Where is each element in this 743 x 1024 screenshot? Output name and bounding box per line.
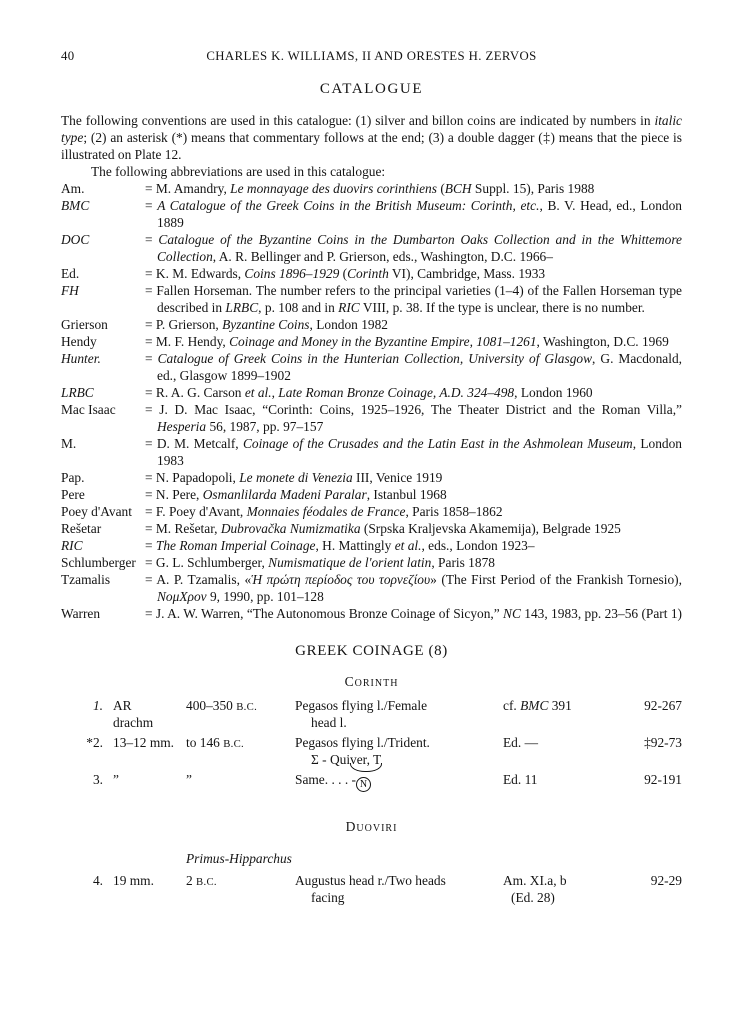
entry-description: Same. . . . - N [295, 771, 503, 792]
abbreviation-term: Poey d'Avant [61, 504, 132, 519]
section-title-greek-coinage: GREEK COINAGE (8) [295, 643, 448, 659]
duoviri-entries [61, 872, 682, 906]
entry-inventory: ‡92-73 [644, 735, 682, 750]
entry-size: 13–12 mm. [113, 735, 175, 750]
abbreviations-list [61, 180, 682, 622]
abbreviation-term: Mac Isaac [61, 402, 116, 417]
abbreviation-definition: = Fallen Horseman. The number refers to the principal varieties (1–4) of the Fallen Horseman type described in LRBC, p. 108 and in RIC VIII, p. 38. If the type is unclear, there is no number. [145, 283, 682, 315]
abbreviation-row [61, 435, 682, 469]
abbreviations-intro: The following abbreviations are used in this catalogue: [91, 164, 386, 179]
abbreviation-definition: = Catalogue of the Byzantine Coins in the Dumbarton Oaks Collection and in the Whittemore Collection, A. R. Bellinger and P. Grierson, eds., Washington, D.C. 1966– [145, 232, 682, 264]
abbreviation-definition: = F. Poey d'Avant, Monnaies féodales de France, Paris 1858–1862 [145, 504, 503, 519]
entry-date: to 146 B.C. [186, 735, 245, 750]
abbreviation-row [61, 537, 682, 554]
abbreviation-row [61, 282, 682, 316]
entry-size: ” [113, 772, 119, 787]
catalogue-entry-row [61, 734, 682, 768]
catalogue-title: CATALOGUE [319, 81, 424, 97]
abbreviation-row [61, 605, 682, 622]
abbreviation-definition: = Catalogue of Greek Coins in the Hunterian Collection, University of Glasgow, G. Macdonald, ed., Glasgow 1899–1902 [145, 351, 683, 383]
abbreviation-term: Tzamalis [61, 572, 111, 587]
abbreviation-row [61, 520, 682, 537]
abbreviation-definition: = A. P. Tzamalis, «Ἡ πρώτη περίοδος του τορνεζίου» (The First Period of the Frankish Tornesio), ΝομΧρον 9, 1990, pp. 101–128 [145, 572, 682, 604]
abbreviation-term: BMC [61, 198, 90, 213]
abbreviation-definition: = D. M. Metcalf, Coinage of the Crusades and the Latin East in the Ashmolean Museum, London 1983 [145, 436, 683, 468]
abbreviation-term: DOC [61, 232, 90, 247]
abbreviation-term: Schlumberger [61, 555, 136, 570]
entry-inventory: 92-267 [644, 698, 682, 713]
abbreviation-term: Rešetar [61, 521, 102, 536]
duoviri-subheading: Primus-Hipparchus [186, 851, 292, 866]
running-header: CHARLES K. WILLIAMS, II AND ORESTES H. ZERVOS [206, 49, 537, 63]
abbreviation-definition: = P. Grierson, Byzantine Coins, London 1982 [145, 317, 388, 332]
entry-inventory: 92-191 [644, 772, 682, 787]
abbreviation-definition: = N. Pere, Osmanlilarda Madeni Paralar, Istanbul 1968 [145, 487, 447, 502]
abbreviation-row [61, 554, 682, 571]
entry-date: 400–350 B.C. [186, 698, 258, 713]
abbreviation-definition: = K. M. Edwards, Coins 1896–1929 (Corinth VI), Cambridge, Mass. 1933 [145, 266, 546, 281]
abbreviation-term: Pap. [61, 470, 85, 485]
entry-date: ” [186, 772, 192, 787]
abbreviation-row [61, 384, 682, 401]
abbreviation-row [61, 503, 682, 520]
abbreviation-row [61, 265, 682, 282]
page-number: 40 [61, 49, 75, 63]
abbreviation-row [61, 180, 682, 197]
abbreviation-term: Am. [61, 181, 85, 196]
entry-description: Augustus head r./Two heads facing [295, 873, 446, 905]
abbreviation-row [61, 469, 682, 486]
abbreviation-definition: = N. Papadopoli, Le monete di Venezia III, Venice 1919 [145, 470, 443, 485]
abbreviation-term: RIC [61, 538, 83, 553]
entry-reference: Ed. — [503, 735, 538, 750]
abbreviation-definition: = M. F. Hendy, Coinage and Money in the Byzantine Empire, 1081–1261, Washington, D.C. 1969 [145, 334, 669, 349]
abbreviation-term: Hunter. [61, 351, 101, 366]
abbreviation-term: LRBC [61, 385, 94, 400]
abbreviation-term: FH [61, 283, 79, 298]
entry-number: *2. [86, 735, 103, 750]
entry-reference: Ed. 11 [503, 772, 538, 787]
abbreviation-term: Pere [61, 487, 85, 502]
entry-description: Pegasos flying l./Female head l. [295, 698, 428, 730]
abbreviation-row [61, 350, 682, 384]
abbreviation-row [61, 197, 682, 231]
entry-size: AR drachm [113, 698, 154, 730]
entry-number: 1. [92, 698, 103, 713]
abbreviation-term: M. [61, 436, 77, 451]
abbreviation-definition: = J. D. Mac Isaac, “Corinth: Coins, 1925–1926, The Theater District and the Roman Villa,” Hesperia 56, 1987, pp. 97–157 [145, 402, 682, 434]
abbreviation-row [61, 231, 682, 265]
entry-description: Pegasos flying l./Trident. Σ - Quiver, T [295, 734, 503, 768]
catalogue-entry-row [61, 771, 682, 792]
entry-inventory: 92-29 [650, 873, 682, 888]
subsection-heading-corinth: Corinth [344, 674, 399, 689]
entry-reference: cf. BMC 391 [503, 698, 572, 713]
subsection-heading-duoviri: Duoviri [345, 819, 398, 834]
abbreviation-definition: = J. A. W. Warren, “The Autonomous Bronze Coinage of Sicyon,” NC 143, 1983, pp. 23–56 (Part 1) [145, 606, 682, 621]
abbreviation-definition: = M. Amandry, Le monnayage des duovirs corinthiens (BCH Suppl. 15), Paris 1988 [145, 181, 595, 196]
abbreviation-definition: = G. L. Schlumberger, Numismatique de l'orient latin, Paris 1878 [145, 555, 495, 570]
entry-date: 2 B.C. [186, 873, 217, 888]
abbreviation-row [61, 316, 682, 333]
abbreviation-term: Ed. [61, 266, 80, 281]
running-header-row [61, 48, 682, 65]
entry-reference: Am. XI.a, b (Ed. 28) [503, 873, 567, 905]
abbreviation-row [61, 401, 682, 435]
abbreviation-definition: = A Catalogue of the Greek Coins in the British Museum: Corinth, etc., B. V. Head, ed., London 1889 [145, 198, 682, 230]
corinth-entries [61, 697, 682, 792]
abbreviation-definition: = M. Rešetar, Dubrovačka Numizmatika (Srpska Kraljevska Akamemija), Belgrade 1925 [145, 521, 621, 536]
abbreviation-row [61, 486, 682, 503]
abbreviation-row [61, 571, 682, 605]
entry-number: 3. [92, 772, 103, 787]
entry-number: 4. [92, 873, 103, 888]
abbreviation-term: Warren [61, 606, 101, 621]
catalogue-entry-row [61, 697, 682, 731]
abbreviation-row [61, 333, 682, 350]
abbreviation-term: Hendy [61, 334, 97, 349]
abbreviation-term: Grierson [61, 317, 108, 332]
catalogue-entry-row [61, 872, 682, 906]
entry-size: 19 mm. [113, 873, 154, 888]
abbreviation-definition: = R. A. G. Carson et al., Late Roman Bronze Coinage, A.D. 324–498, London 1960 [145, 385, 593, 400]
conventions-paragraph: The following conventions are used in this catalogue: (1) silver and billon coins are indicated by numbers in italic type; (2) an asterisk (*) means that commentary follows at the end; (3) a double dagger (‡) means that the piece is illustrated on Plate 12. [61, 113, 682, 162]
abbreviation-definition: = The Roman Imperial Coinage, H. Mattingly et al., eds., London 1923– [145, 538, 535, 553]
